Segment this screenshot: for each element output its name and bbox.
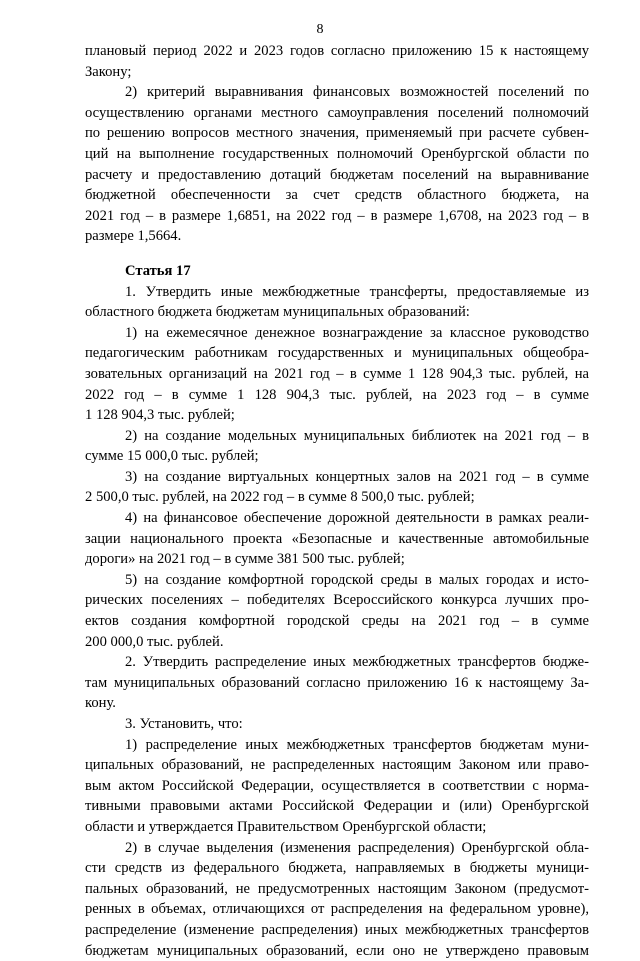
text-line: области и утверждается Правительством Оренбургской области; — [85, 818, 487, 835]
article-heading: Статья 17 — [125, 262, 191, 279]
text-line: сумме 15 000,0 тыс. рублей; — [85, 448, 259, 465]
text-line: 2022 год – в сумме 1 128 904,3 тыс. рублей, на 2023 год – в сумме — [85, 386, 589, 403]
text-line: 1 128 904,3 тыс. рублей; — [85, 407, 235, 424]
text-line: дороги» на 2021 год – в сумме 381 500 тыс. рублей; — [85, 551, 405, 568]
text-line: областного бюджета бюджетам муниципальных образований: — [85, 304, 470, 321]
text-line: плановый период 2022 и 2023 годов согласно приложению 15 к настоящему — [85, 43, 589, 59]
text-line: ренных в объемах, отличающихся от распределения на федеральном уровне), — [85, 901, 589, 918]
text-line: зовательных организаций на 2021 год – в сумме 1 128 904,3 тыс. рублей, на — [85, 365, 589, 382]
text-line: ектов создания комфортной городской среды на 2021 год – в сумме — [85, 613, 589, 630]
text-line: бюджетной обеспеченности за счет средств областного бюджета, на — [85, 187, 589, 204]
text-line: расчету и предоставлению дотаций бюджетам поселений на выравнивание — [85, 166, 589, 183]
text-line: пальных образований, не предусмотренных настоящим Законом (предусмот- — [85, 880, 589, 897]
text-line: 2 500,0 тыс. рублей, на 2022 год – в сумме 8 500,0 тыс. рублей; — [85, 489, 475, 506]
text-line: 2. Утвердить распределение иных межбюджетных трансфертов бюдже- — [125, 654, 589, 671]
text-line: Закону; — [85, 63, 132, 80]
text-line: бюджетам муниципальных образований, если оно не утверждено правовым — [85, 942, 589, 959]
text-line: 1) на ежемесячное денежное вознаграждение за классное руководство — [125, 324, 589, 341]
text-line: размере 1,5664. — [85, 228, 182, 245]
text-line: распределение (изменение распределения) иных межбюджетных трансфертов — [85, 921, 589, 938]
text-line: 1) распределение иных межбюджетных трансфертов бюджетам муни- — [125, 736, 589, 753]
text-line: 2) в случае выделения (изменения распределения) Оренбургской обла- — [125, 839, 589, 856]
text-line: там муниципальных образований согласно приложению 16 к настоящему За- — [85, 674, 589, 691]
text-line: ций на выполнение государственных полномочий Оренбургской области по — [85, 145, 589, 162]
text-line: 5) на создание комфортной городской среды в малых городах и исто- — [125, 571, 589, 588]
text-line: 2) на создание модельных муниципальных библиотек на 2021 год – в — [125, 427, 589, 444]
text-line: 3. Установить, что: — [125, 716, 243, 732]
text-line: по решению вопросов местного значения, применяемый при расчете субвен- — [85, 125, 589, 142]
text-line: 1. Утвердить иные межбюджетные трансферты, предоставляемые из — [125, 283, 589, 300]
text-line: 2) критерий выравнивания финансовых возможностей поселений по — [125, 84, 589, 101]
text-line: 4) на финансовое обеспечение дорожной деятельности в рамках реали- — [125, 510, 589, 527]
text-line: рических поселениях – победителях Всероссийского конкурса лучших про- — [85, 592, 589, 609]
text-line: осуществлению органами местного самоуправления поселений полномочий — [85, 104, 589, 121]
text-line: кону. — [85, 695, 116, 712]
text-line: тивными правовыми актами Российской Федерации и (или) Оренбургской — [85, 798, 589, 815]
text-line: 2021 год – в размере 1,6851, на 2022 год – в размере 1,6708, на 2023 год – в — [85, 207, 589, 224]
text-line: 200 000,0 тыс. рублей. — [85, 633, 224, 650]
text-line: педагогическим работникам государственных и муниципальных общеобра- — [85, 345, 589, 362]
document-body — [85, 41, 589, 961]
page-number: 8 — [316, 22, 324, 37]
paragraph-gap — [85, 247, 589, 261]
text-line: ципальных образований, не распределенных настоящим Законом или право- — [85, 757, 589, 774]
text-line: зации национального проекта «Безопасные и качественные автомобильные — [85, 530, 589, 547]
text-line: 3) на создание виртуальных концертных залов на 2021 год – в сумме — [125, 468, 589, 485]
text-line: сти средств из федерального бюджета, направляемых в бюджеты муници- — [85, 860, 589, 877]
text-line: вым актом Российской Федерации, осуществляется в соответствии с норма- — [85, 777, 589, 794]
